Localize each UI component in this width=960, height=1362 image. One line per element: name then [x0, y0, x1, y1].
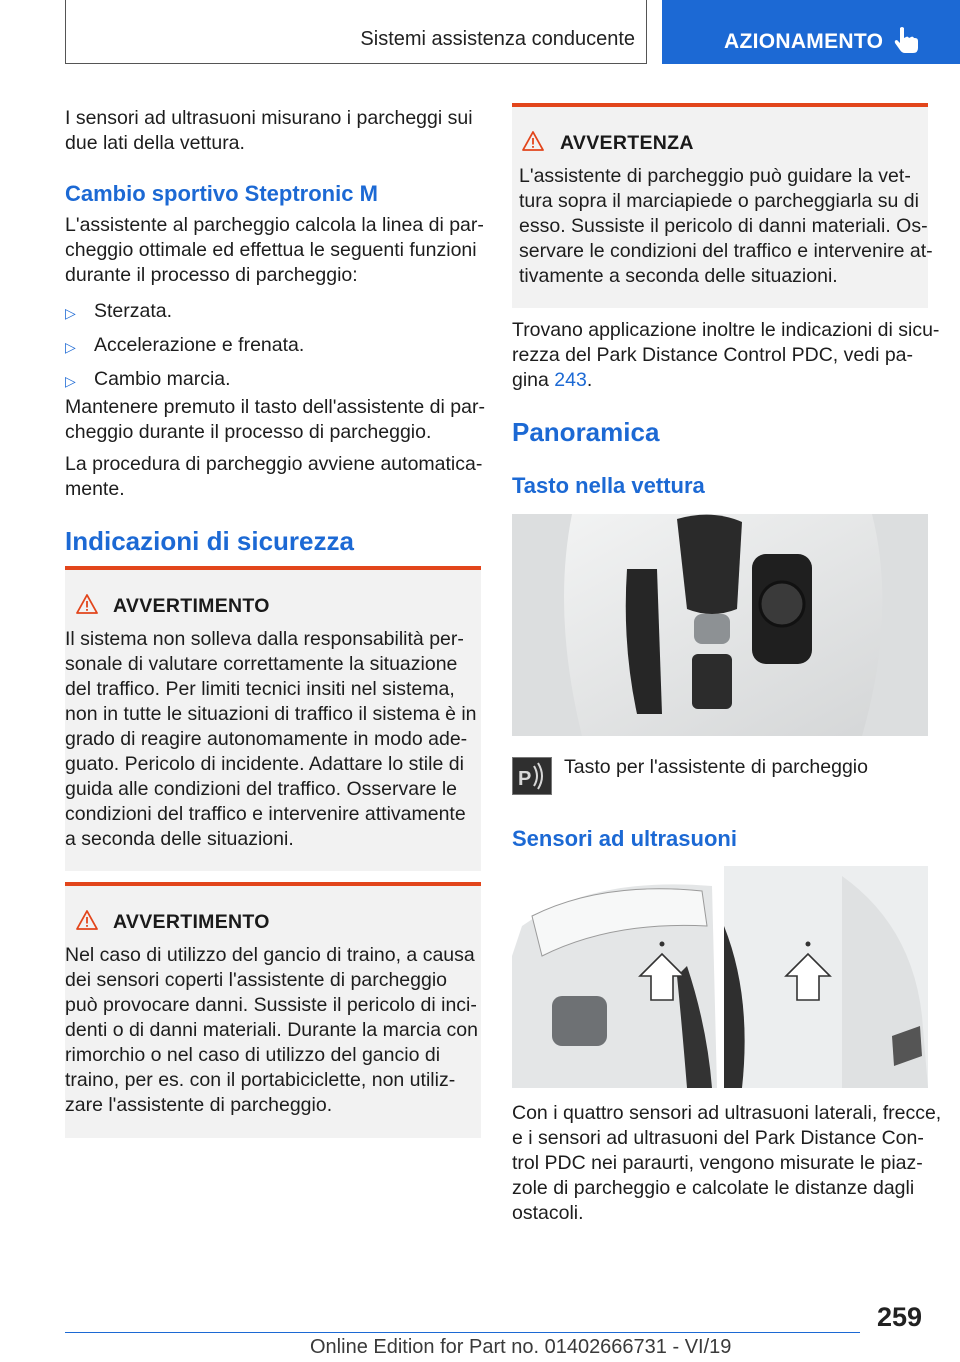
text-line: zare l'assistente di parcheggio.	[65, 1094, 333, 1116]
auto-text	[65, 452, 482, 502]
text-line: rezza del Park Distance Control PDC, vedi pa-	[512, 344, 913, 366]
page-link[interactable]: 243	[554, 369, 587, 391]
pdc-text	[512, 318, 939, 393]
text-line: del traffico. Per limiti tecnici insiti nel sistema,	[65, 678, 455, 700]
text-line: due lati della vettura.	[65, 132, 245, 154]
sensors-text	[512, 1101, 941, 1226]
hold-text	[65, 395, 485, 445]
text-line: può provocare danni. Sussiste il pericolo di inci-	[65, 994, 477, 1016]
text-line: Nel caso di utilizzo del gancio di traino, a causa	[65, 944, 475, 966]
parking-assistant-button-icon	[512, 757, 552, 795]
text-line: traino, per es. con il portabiciclette, non utiliz-	[65, 1069, 456, 1091]
text-line: condizioni del traffico e intervenire attivamente	[65, 803, 466, 825]
text-line: tivamente a seconda delle situazioni.	[519, 265, 838, 287]
text-line: dei sensori coperti l'assistente di parcheggio	[65, 969, 448, 991]
text-line: e i sensori ad ultrasuoni del Park Distance Con-	[512, 1127, 924, 1149]
text-line: tura sopra il marciapiede o parcheggiarla su di	[519, 190, 919, 212]
text-line: cheggio durante il processo di parcheggio.	[65, 421, 432, 443]
section-title: Sistemi assistenza conducente	[360, 28, 635, 50]
heading-steptronic: Cambio sportivo Steptronic M	[65, 181, 378, 206]
triangle-bullet-icon: ▷	[65, 305, 76, 321]
text-line: grado di reagire autonomamente in modo ade-	[65, 728, 468, 750]
text-line	[512, 368, 939, 393]
text-line: guida alle condizioni del traffico. Osservare le	[65, 778, 458, 800]
heading-safety: Indicazioni di sicurezza	[65, 526, 354, 556]
button-caption: Tasto per l'assistente di parcheggio	[564, 756, 868, 778]
text-line: a seconda delle situazioni.	[65, 828, 294, 850]
hand-pointer-icon	[893, 26, 919, 54]
text-line: servare le condizioni del traffico e intervenire at-	[519, 240, 933, 262]
bullet-list	[65, 299, 485, 401]
list-item	[65, 299, 485, 333]
warning-text	[519, 164, 933, 289]
chapter-tab-label: AZIONAMENTO	[724, 30, 884, 53]
list-item-text: Cambio marcia.	[94, 368, 231, 390]
text-line: esso. Sussiste il pericolo di danni materiali. Os-	[519, 215, 928, 237]
text-line: L'assistente al parcheggio calcola la linea di par-	[65, 214, 484, 236]
intro-text	[65, 106, 473, 156]
page-number: 259	[877, 1302, 923, 1332]
list-item	[65, 333, 485, 367]
text-line: durante il processo di parcheggio:	[65, 264, 358, 286]
text-fragment: .	[586, 369, 593, 391]
triangle-bullet-icon: ▷	[65, 339, 76, 355]
center-console-image	[512, 514, 928, 736]
text-line: Trovano applicazione inoltre le indicazioni di sicu-	[512, 319, 940, 341]
warning-triangle-icon	[76, 594, 98, 614]
text-line: guato. Pericolo di incidente. Adattare lo stile di	[65, 753, 464, 775]
text-line: rimorchio o nel caso di utilizzo del gancio di	[65, 1044, 441, 1066]
warning-text	[65, 627, 477, 852]
text-line: Mantenere premuto il tasto dell'assistente di par-	[65, 396, 485, 418]
heading-button: Tasto nella vettura	[512, 473, 705, 498]
list-item-text: Sterzata.	[94, 300, 173, 322]
footer-edition: Online Edition for Part no. 01402666731 - VI/19	[310, 1336, 732, 1358]
text-line: ostacoli.	[512, 1202, 584, 1224]
heading-sensors: Sensori ad ultrasuoni	[512, 826, 737, 851]
text-line: trol PDC nei paraurti, vengono misurate le piaz-	[512, 1152, 923, 1174]
steptronic-text	[65, 213, 484, 288]
text-line: L'assistente di parcheggio può guidare la vet-	[519, 165, 911, 187]
triangle-bullet-icon: ▷	[65, 373, 76, 389]
warning-title: AVVERTENZA	[560, 132, 694, 154]
warning-triangle-icon	[76, 910, 98, 930]
list-item-text: Accelerazione e frenata.	[94, 334, 305, 356]
text-line: sonale di valutare correttamente la situazione	[65, 653, 458, 675]
text-line: I sensori ad ultrasuoni misurano i parcheggi sui	[65, 107, 473, 129]
footer-divider	[65, 1332, 860, 1333]
text-line: Con i quattro sensori ad ultrasuoni laterali, frecce,	[512, 1102, 942, 1124]
text-line: Il sistema non solleva dalla responsabilità per-	[65, 628, 464, 650]
warning-text	[65, 943, 478, 1118]
text-line: non in tutte le situazioni di traffico il sistema è in	[65, 703, 477, 725]
warning-triangle-icon	[522, 131, 544, 151]
ultrasonic-sensors-image	[512, 866, 928, 1088]
text-line: La procedura di parcheggio avviene automatica-	[65, 453, 483, 475]
text-line: mente.	[65, 478, 125, 500]
svg-text:P: P	[518, 768, 532, 790]
text-line: denti o di danni materiali. Durante la marcia con	[65, 1019, 478, 1041]
warning-title: AVVERTIMENTO	[113, 595, 270, 617]
text-fragment: gina	[512, 369, 555, 391]
text-line: zole di parcheggio e calcolate le distanze dagli	[512, 1177, 915, 1199]
text-line: cheggio ottimale ed effettua le seguenti funzioni	[65, 239, 477, 261]
warning-title: AVVERTIMENTO	[113, 911, 270, 933]
heading-overview: Panoramica	[512, 417, 660, 447]
